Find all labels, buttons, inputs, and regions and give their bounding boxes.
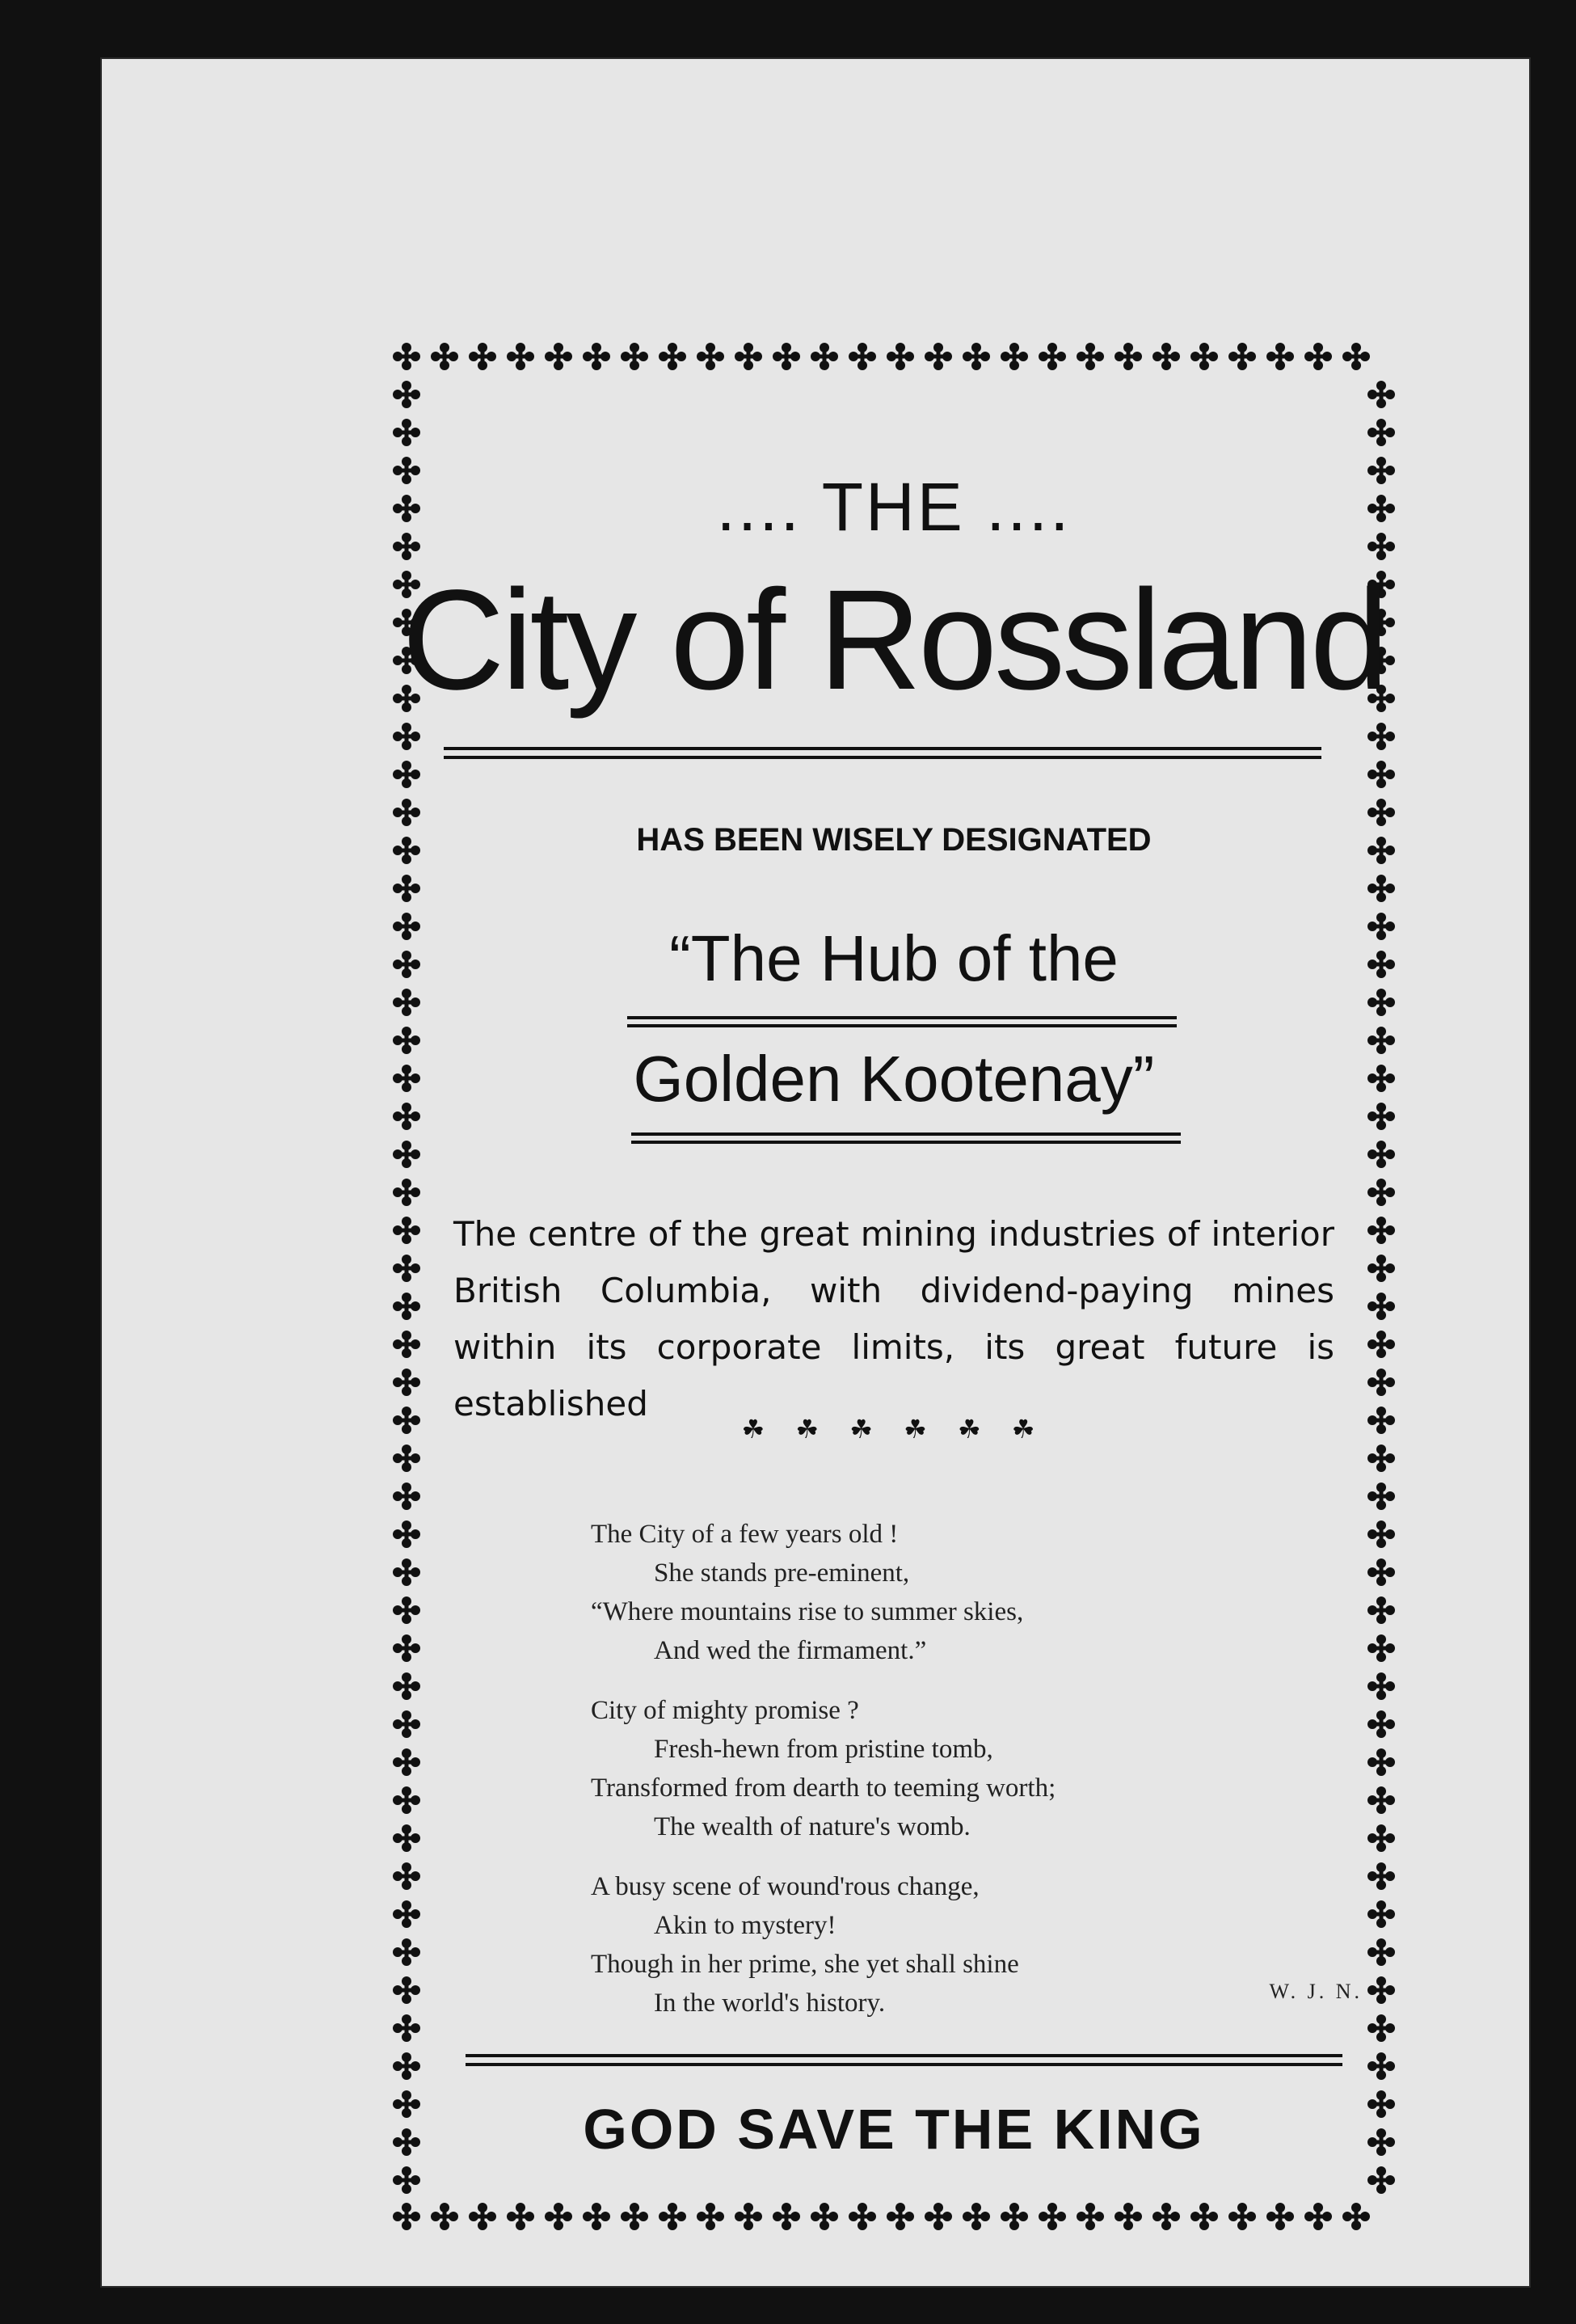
poem-line: Fresh-hewn from pristine tomb, [654,1735,993,1764]
poem-line: She stands pre-eminent, [654,1558,910,1588]
poem-line: Transformed from dearth to teeming worth; [591,1774,1056,1803]
flyer-content [389,339,1399,2234]
poem-line: And wed the firmament.” [654,1636,927,1665]
motto-rule-2a [631,1132,1181,1136]
ornamental-frame [389,339,1399,2234]
poem-line: The City of a few years old ! [591,1520,899,1549]
ornament-divider: ☘ ☘ ☘ ☘ ☘ ☘ [741,1414,1047,1445]
subtitle: HAS BEEN WISELY DESIGNATED [636,822,1152,858]
title-rule-top [444,747,1321,750]
poem-stanza-1 [591,1515,1286,1670]
poem [591,1515,1286,2044]
dots-left: .... [716,469,802,545]
footer-rule-bottom [466,2063,1342,2066]
poem-stanza-2 [591,1691,1286,1846]
the-word: THE [821,469,965,545]
description-paragraph: The centre of the great mining industries of interior British Columbia, with dividend-paying mines within its corporate limits, its great future is established [453,1214,1334,1424]
document-page [102,59,1529,2286]
poem-stanza-3 [591,1867,1286,2022]
footer-motto: GOD SAVE THE KING [583,2098,1205,2161]
title-rule-bottom [444,756,1321,759]
motto-rule-2b [631,1141,1181,1144]
dots-right: .... [986,469,1072,545]
poem-line: In the world's history. [654,1989,886,2018]
page-title: City of Rossland [402,561,1386,719]
poem-line: A busy scene of wound'rous change, [591,1872,980,1901]
poem-signature: W. J. N. [1269,1980,1363,2003]
poem-line: City of mighty promise ? [591,1696,859,1725]
motto-line-1: “The Hub of the [669,922,1119,994]
poem-line: Though in her prime, she yet shall shine [591,1950,1019,1979]
motto-rule-1b [627,1024,1177,1027]
poem-line: “Where mountains rise to summer skies, [591,1597,1024,1626]
motto-line-2: Golden Kootenay” [633,1043,1155,1115]
poem-line: The wealth of nature's womb. [654,1812,971,1841]
poem-line: Akin to mystery! [654,1911,836,1940]
motto-rule-1a [627,1016,1177,1019]
footer-rule-top [466,2054,1342,2057]
the-heading [389,468,1399,546]
